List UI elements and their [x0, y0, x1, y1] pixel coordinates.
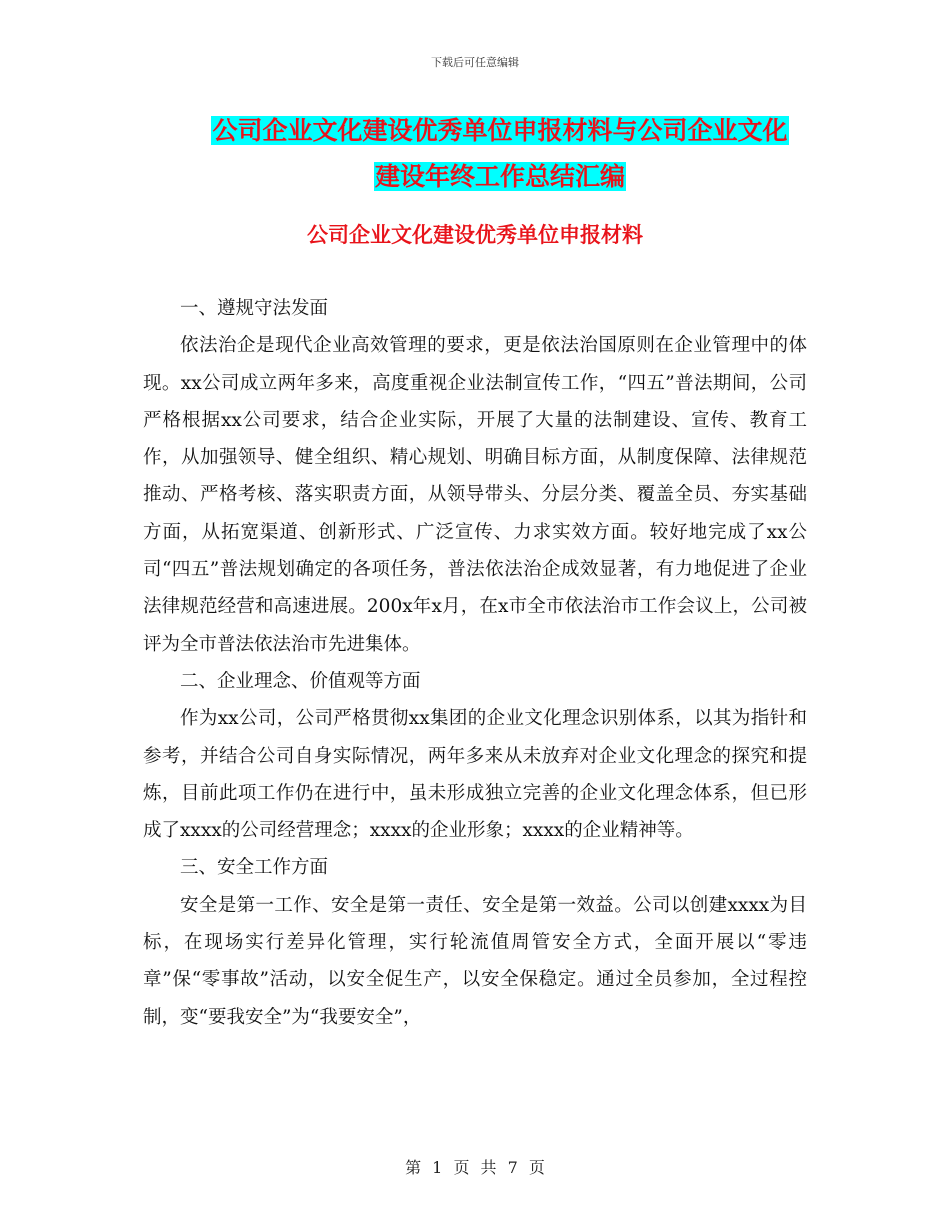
- page-footer: 第 1 页 共 7 页: [405, 1158, 545, 1177]
- section-heading: 二、企业理念、价值观等方面: [180, 670, 421, 692]
- paragraph: 安全是第一工作、安全是第一责任、安全是第一效益。公司以创建xxxx为目标，在现场实行差异化管理，实行轮流值周管安全方式，全面开展以“零违章”保“零事故”活动，以安全促生产，以安全保稳定。通过全员参加，全过程控制，变“要我安全”为“我要安全”，: [143, 894, 807, 1028]
- document-title-line1: 公司企业文化建设优秀单位申报材料与公司企业文化: [212, 116, 788, 145]
- paragraph: 依法治企是现代企业高效管理的要求，更是依法治国原则在企业管理中的体现。xx公司成立两年多来，高度重视企业法制宣传工作，“四五”普法期间，公司严格根据xx公司要求，结合企业实际，开展了大量的法制建设、宣传、教育工作，从加强领导、健全组织、精心规划、明确目标方面，从制度保障、法律规范推动、严格考核、落实职责方面，从领导带头、分层分类、覆盖全员、夯实基础方面，从拓宽渠道、创新形式、广泛宣传、力求实效方面。较好地完成了xx公司“四五”普法规划确定的各项任务，普法依法治企成效显著，有力地促进了企业法律规范经营和高速进展。200x年x月，在x市全市依法治市工作会议上，公司被评为全市普法依法治市先进集体。: [143, 335, 807, 655]
- page-header: 下载后可任意编辑: [431, 56, 519, 69]
- section-heading: 三、安全工作方面: [180, 857, 329, 879]
- document-title-line2: 建设年终工作总结汇编: [374, 162, 625, 191]
- document-title: [150, 108, 850, 200]
- body-text: [143, 290, 807, 1036]
- section-heading: 一、遵规守法发面: [180, 298, 329, 319]
- paragraph: 作为xx公司，公司严格贯彻xx集团的企业文化理念识别体系，以其为指针和参考，并结合公司自身实际情况，两年多来从未放弃对企业文化理念的探究和提炼，目前此项工作仍在进行中，虽未形成独立完善的企业文化理念体系，但已形成了xxxx的公司经营理念；xxxx的企业形象；xxxx的企业精神等。: [143, 708, 807, 842]
- section-title: 公司企业文化建设优秀单位申报材料: [307, 223, 643, 247]
